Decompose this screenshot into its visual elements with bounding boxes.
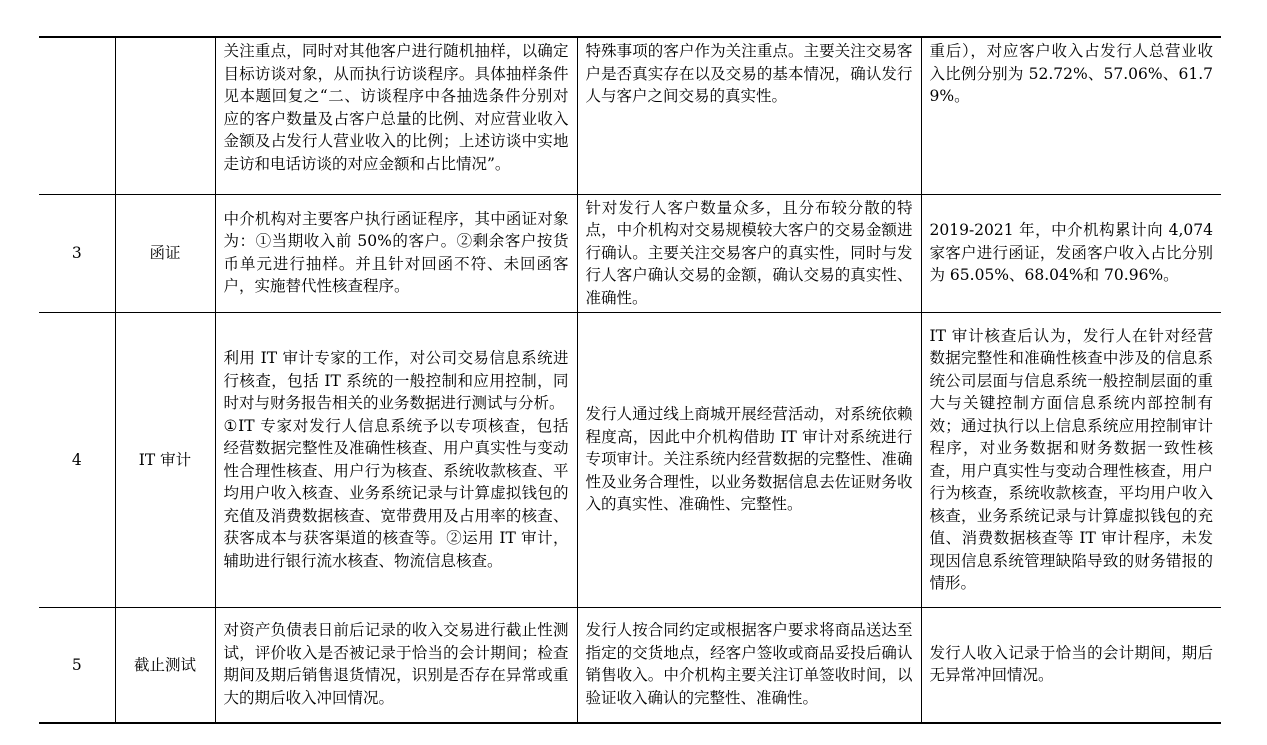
table-row <box>39 608 1221 723</box>
table-row <box>39 194 1221 313</box>
row-number: 4 <box>39 313 115 608</box>
result-description: 重后），对应客户收入占发行人总营业收入比例分别为 52.72%、57.06%、61.79%。 <box>921 37 1221 194</box>
procedure-name: IT 审计 <box>115 313 215 608</box>
procedure-description: 对资产负债表日前后记录的收入交易进行截止性测试，评价收入是否被记录于恰当的会计期间；检查期间及期后销售退货情况，识别是否存在异常或重大的期后收入冲回情况。 <box>215 608 577 723</box>
focus-description: 针对发行人客户数量众多，且分布较分散的特点，中介机构对交易规模较大客户的交易金额进行确认。主要关注交易客户的真实性，同时与发行人客户确认交易的金额，确认交易的真实性、准确性。 <box>577 194 921 313</box>
focus-description: 发行人通过线上商城开展经营活动，对系统依赖程度高，因此中介机构借助 IT 审计对系统进行专项审计。关注系统内经营数据的完整性、准确性及业务合理性，以业务数据信息去佐证财务收入的真实性、准确性、完整性。 <box>577 313 921 608</box>
procedure-description: 利用 IT 审计专家的工作，对公司交易信息系统进行核查，包括 IT 系统的一般控制和应用控制，同时对与财务报告相关的业务数据进行测试与分析。 ①IT 专家对发行人信息系统予以专项核查，包括经营数据完整性及准确性核查、用户真实性与变动性合理性核查、用户行为核查、系统收款核查、平均用户收入核查、业务系统记录与计算虚拟钱包的充值及消费数据核查、宽带费用及占用率的核查、获客成本与获客渠道的核查等。②运用 IT 审计，辅助进行银行流水核查、物流信息核查。 <box>215 313 577 608</box>
result-description: 发行人收入记录于恰当的会计期间，期后无异常冲回情况。 <box>921 608 1221 723</box>
procedure-name <box>115 37 215 194</box>
verification-procedures-table <box>39 36 1221 724</box>
row-number <box>39 37 115 194</box>
procedure-name: 截止测试 <box>115 608 215 723</box>
procedure-name: 函证 <box>115 194 215 313</box>
result-description: 2019-2021 年，中介机构累计向 4,074 家客户进行函证，发函客户收入占比分别为 65.05%、68.04%和 70.96%。 <box>921 194 1221 313</box>
table-row <box>39 313 1221 608</box>
focus-description: 发行人按合同约定或根据客户要求将商品送达至指定的交货地点，经客户签收或商品妥投后确认销售收入。中介机构主要关注订单签收时间，以验证收入确认的完整性、准确性。 <box>577 608 921 723</box>
row-number: 5 <box>39 608 115 723</box>
procedure-description: 中介机构对主要客户执行函证程序，其中函证对象为：①当期收入前 50%的客户。②剩余客户按货币单元进行抽样。并且针对回函不符、未回函客户，实施替代性核查程序。 <box>215 194 577 313</box>
row-number: 3 <box>39 194 115 313</box>
result-description: IT 审计核查后认为，发行人在针对经营数据完整性和准确性核查中涉及的信息系统公司层面与信息系统一般控制层面的重大与关键控制方面信息系统内部控制有效；通过执行以上信息系统应用控制审计程序，对业务数据和财务数据一致性核查，用户真实性与变动合理性核查，用户行为核查，系统收款核查，平均用户收入核查，业务系统记录与计算虚拟钱包的充值、消费数据核查等 IT 审计程序，未发现因信息系统管理缺陷导致的财务错报的情形。 <box>921 313 1221 608</box>
procedure-description: 关注重点，同时对其他客户进行随机抽样，以确定目标访谈对象，从而执行访谈程序。具体抽样条件见本题回复之“二、访谈程序中各抽选条件分别对应的客户数量及占客户总量的比例、对应营业收入金额及占发行人营业收入的比例；上述访谈中实地走访和电话访谈的对应金额和占比情况”。 <box>215 37 577 194</box>
focus-description: 特殊事项的客户作为关注重点。主要关注交易客户是否真实存在以及交易的基本情况，确认发行人与客户之间交易的真实性。 <box>577 37 921 194</box>
table-row <box>39 37 1221 194</box>
